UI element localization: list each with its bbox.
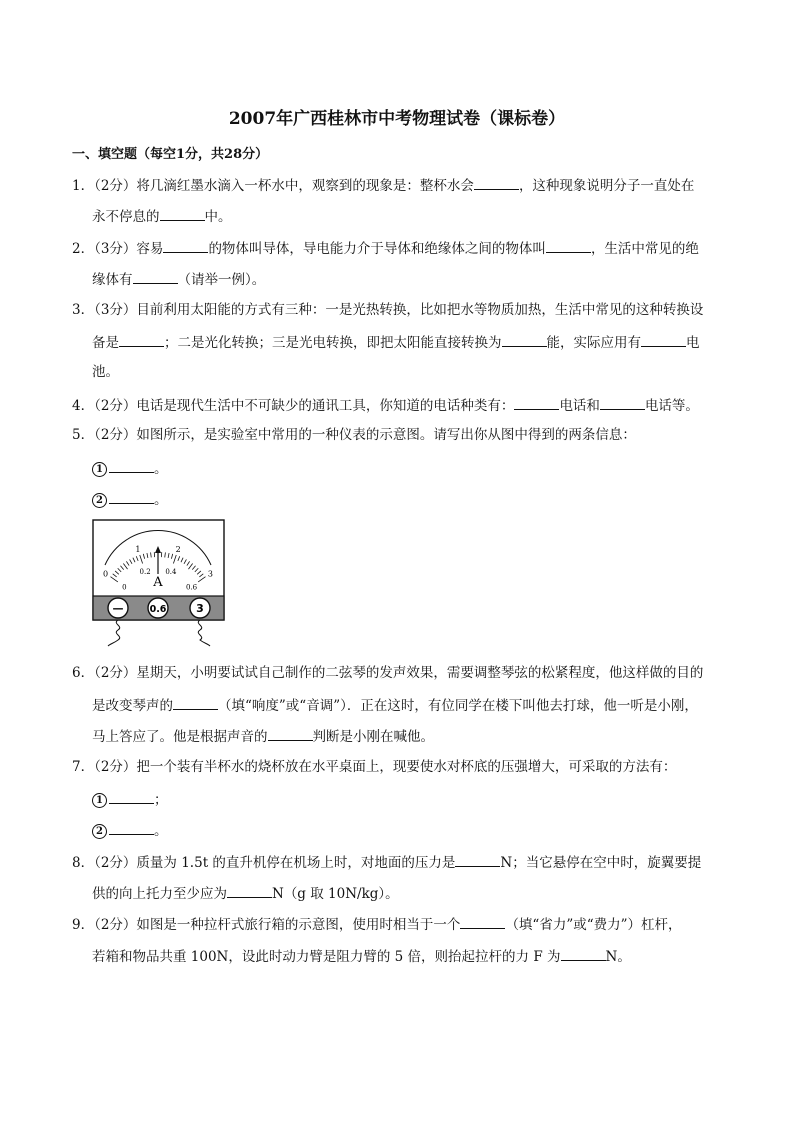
answer-blank[interactable] [502,332,547,347]
question-3-line-2 [92,332,700,352]
terminal-0-6[interactable] [148,598,168,618]
text: 1．（2分）将几滴红墨水滴入一杯水中，观察到的现象是：整杯水会 [72,178,474,194]
scale-bottom-label: 0 [122,583,127,592]
answer-blank[interactable] [109,820,154,835]
text: 8．（2分）质量为 1.5t 的直升机停在机场上时，对地面的压力是 [72,855,456,871]
text: 的物体叫导体，导电能力介于导体和绝缘体之间的物体叫 [208,241,546,257]
answer-blank[interactable] [109,458,154,473]
unit-label: A [153,575,163,590]
question-3-line-3: 池。 [92,364,119,380]
question-6-line-2 [92,695,698,715]
answer-blank[interactable] [133,269,178,284]
ammeter-figure [88,518,228,650]
answer-blank[interactable] [119,332,164,347]
text: 永不停息的 [92,209,160,225]
text: 2．（3分）容易 [72,241,164,257]
text: ，生活中常见的绝 [590,241,699,257]
question-2-line-1 [72,238,699,258]
answer-blank[interactable] [455,852,500,867]
text: （请举一例）。 [177,272,266,288]
scale-top-label: 0 [103,569,109,579]
text: N；当它悬停在空中时，旋翼要提 [500,855,702,871]
text: 备是 [92,335,119,351]
question-8-line-1 [72,852,701,872]
answer-blank[interactable] [546,238,591,253]
text: 。 [154,461,168,477]
question-7-line-1: 7．（2分）把一个装有半杯水的烧杯放在水平桌面上，现要使水对杯底的压强增大，可采取的方法有： [72,759,677,775]
text: 供的向上托力至少应为 [92,886,227,902]
wire-left [108,620,120,646]
answer-blank[interactable] [474,175,519,190]
text: ； [154,792,168,808]
text: ；二是光化转换；三是光电转换，即把太阳能直接转换为 [164,335,502,351]
circled-number: 2 [92,824,107,839]
text: 能，实际应用有 [546,335,641,351]
wire-right [198,620,210,646]
question-6-line-1: 6．（2分）星期天，小明要试试自己制作的二弦琴的发声效果，需要调整琴弦的松紧程度，他这样做的目的 [72,665,704,681]
text: 9．（2分）如图是一种拉杆式旅行箱的示意图，使用时相当于一个 [72,917,461,933]
scale-bottom-label: 0.4 [165,568,177,577]
svg-text:0.6: 0.6 [149,604,167,615]
text: 中。 [204,209,232,225]
ammeter-diagram [88,518,228,650]
question-7-answer-2 [92,820,168,840]
question-5-line-1: 5．（2分）如图所示，是实验室中常用的一种仪表的示意图。请写出你从图中得到的两条信息： [72,427,636,443]
text: 4．（2分）电话是现代生活中不可缺少的通讯工具，你知道的电话种类有： [72,398,515,414]
scale-top-label: 3 [207,569,213,579]
scale-bottom-label: 0.2 [139,568,151,577]
scale-bottom-label: 0.6 [186,583,198,592]
question-7-answer-1 [92,789,168,809]
answer-blank[interactable] [109,489,154,504]
question-6-line-3 [92,726,434,746]
terminal-3[interactable] [190,598,210,618]
scale-top-label: 2 [175,545,181,555]
text: ，这种现象说明分子一直处在 [518,178,695,194]
answer-blank[interactable] [163,238,208,253]
answer-blank[interactable] [514,395,559,410]
question-1-line-2 [92,206,232,226]
text: 若箱和物品共重 100N，设此时动力臂是阻力臂的 5 倍，则抬起拉杆的力 F 为 [92,949,561,965]
text: 电 [686,335,700,351]
question-2-line-2 [92,269,265,289]
text: （填“省力”或“费力”）杠杆， [505,917,682,933]
question-5-answer-1 [92,458,168,478]
scale-top-label: 1 [135,545,141,555]
terminal-negative[interactable] [108,598,128,618]
circled-number: 2 [92,493,107,508]
text: 是改变琴声的 [92,698,173,714]
answer-blank[interactable] [561,946,606,961]
text: 缘体有 [92,272,133,288]
answer-blank[interactable] [641,332,686,347]
text: 。 [154,492,168,508]
text: 判断是小刚在喊他。 [312,729,434,745]
question-3-line-1: 3．（3分）目前利用太阳能的方式有三种：一是光热转换，比如把水等物质加热，生活中常见的这种转换设 [72,302,704,318]
text: （填“响度”或“音调”）．正在这时，有位同学在楼下叫他去打球，他一听是小刚， [218,698,698,714]
answer-blank[interactable] [160,206,205,221]
question-4-line-1 [72,395,699,415]
question-9-line-2 [92,946,631,966]
circled-number: 1 [92,793,107,808]
answer-blank[interactable] [173,695,218,710]
question-9-line-1 [72,914,682,934]
circled-number: 1 [92,462,107,477]
text: 马上答应了。他是根据声音的 [92,729,268,745]
answer-blank[interactable] [268,726,313,741]
answer-blank[interactable] [600,395,645,410]
question-1-line-1 [72,175,694,195]
section-heading: 一、填空题（每空1分，共28分） [72,147,269,162]
text: N（g 取 10N/kg）。 [272,886,399,902]
answer-blank[interactable] [227,883,272,898]
svg-text:3: 3 [196,602,204,615]
text: 。 [154,823,168,839]
question-8-line-2 [92,883,399,903]
answer-blank[interactable] [109,789,154,804]
text: 电话和 [559,398,600,414]
question-5-answer-2 [92,489,168,509]
svg-text:—: — [112,602,124,615]
text: 电话等。 [644,398,699,414]
page-title: 2007年广西桂林市中考物理试卷（课标卷） [228,109,566,129]
text: N。 [605,949,631,965]
answer-blank[interactable] [460,914,505,929]
